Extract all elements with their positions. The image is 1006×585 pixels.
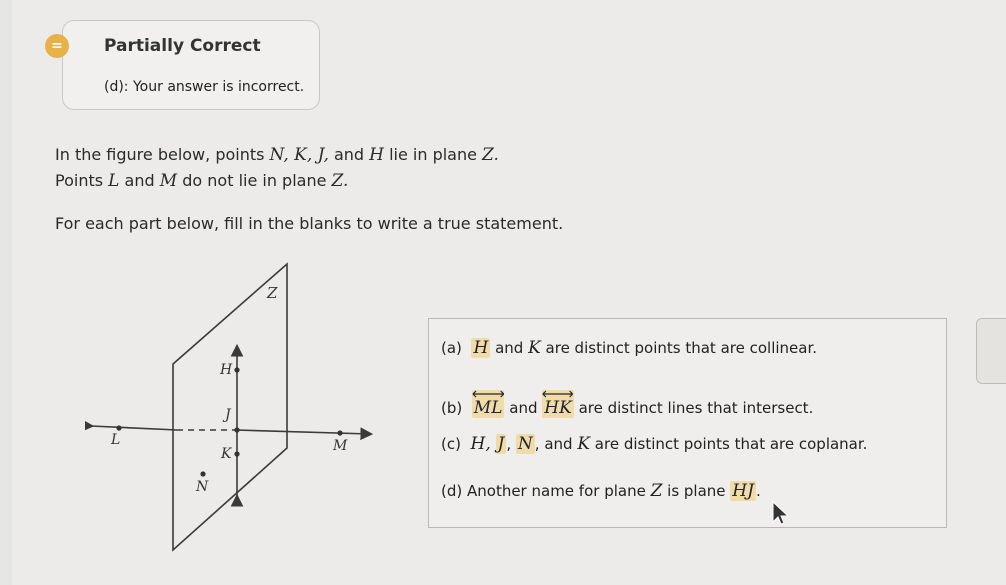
part-d-answer-input[interactable]: HJ [732,481,754,501]
geometry-figure [85,262,385,557]
feedback-message: (d): Your answer is incorrect. [104,79,305,95]
double-arrow-icon [542,390,574,398]
part-b: (b) ML and HK are distinct lines that intersect. [441,390,813,418]
label-h: H [220,362,233,378]
label-k: K [221,446,232,462]
label-l: L [111,432,121,448]
part-b-answer-input-2[interactable]: HK [542,390,574,418]
line-ml-right [235,430,370,434]
part-c-answer-input-2[interactable]: N [517,434,533,454]
part-a: (a) H and K are distinct points that are collinear. [441,338,818,358]
problem-statement-line2: Points L and M do not lie in plane Z. [55,171,349,191]
label-j: J [225,407,231,423]
double-arrow-icon [472,390,505,398]
mouse-cursor-icon [770,500,790,526]
part-c-answer-input-1[interactable]: J [497,434,505,454]
point-j [234,427,239,432]
line-ml-left [91,426,177,430]
point-k [234,451,239,456]
point-l [116,425,121,430]
instruction-text: For each part below, fill in the blanks to write a true statement. [55,214,564,233]
side-tab[interactable] [976,318,1006,384]
part-b-answer-input-1[interactable]: ML [472,390,505,418]
label-plane-z: Z [267,284,278,302]
equals-icon: = [45,34,69,58]
label-m: M [333,438,348,454]
answers-panel [428,318,947,528]
feedback-title: Partially Correct [104,36,261,56]
feedback-box [62,20,320,110]
point-n [200,471,205,476]
part-d: (d) Another name for plane Z is plane HJ . [441,481,761,501]
point-m [337,430,342,435]
problem-statement-line1: In the figure below, points N, K, J, and H lie in plane Z. [55,145,499,165]
point-h [234,367,239,372]
part-a-answer-input[interactable]: H [473,338,489,358]
part-c: (c) H, J , N , and K are distinct points that are coplanar. [441,434,868,454]
label-n: N [196,479,209,495]
